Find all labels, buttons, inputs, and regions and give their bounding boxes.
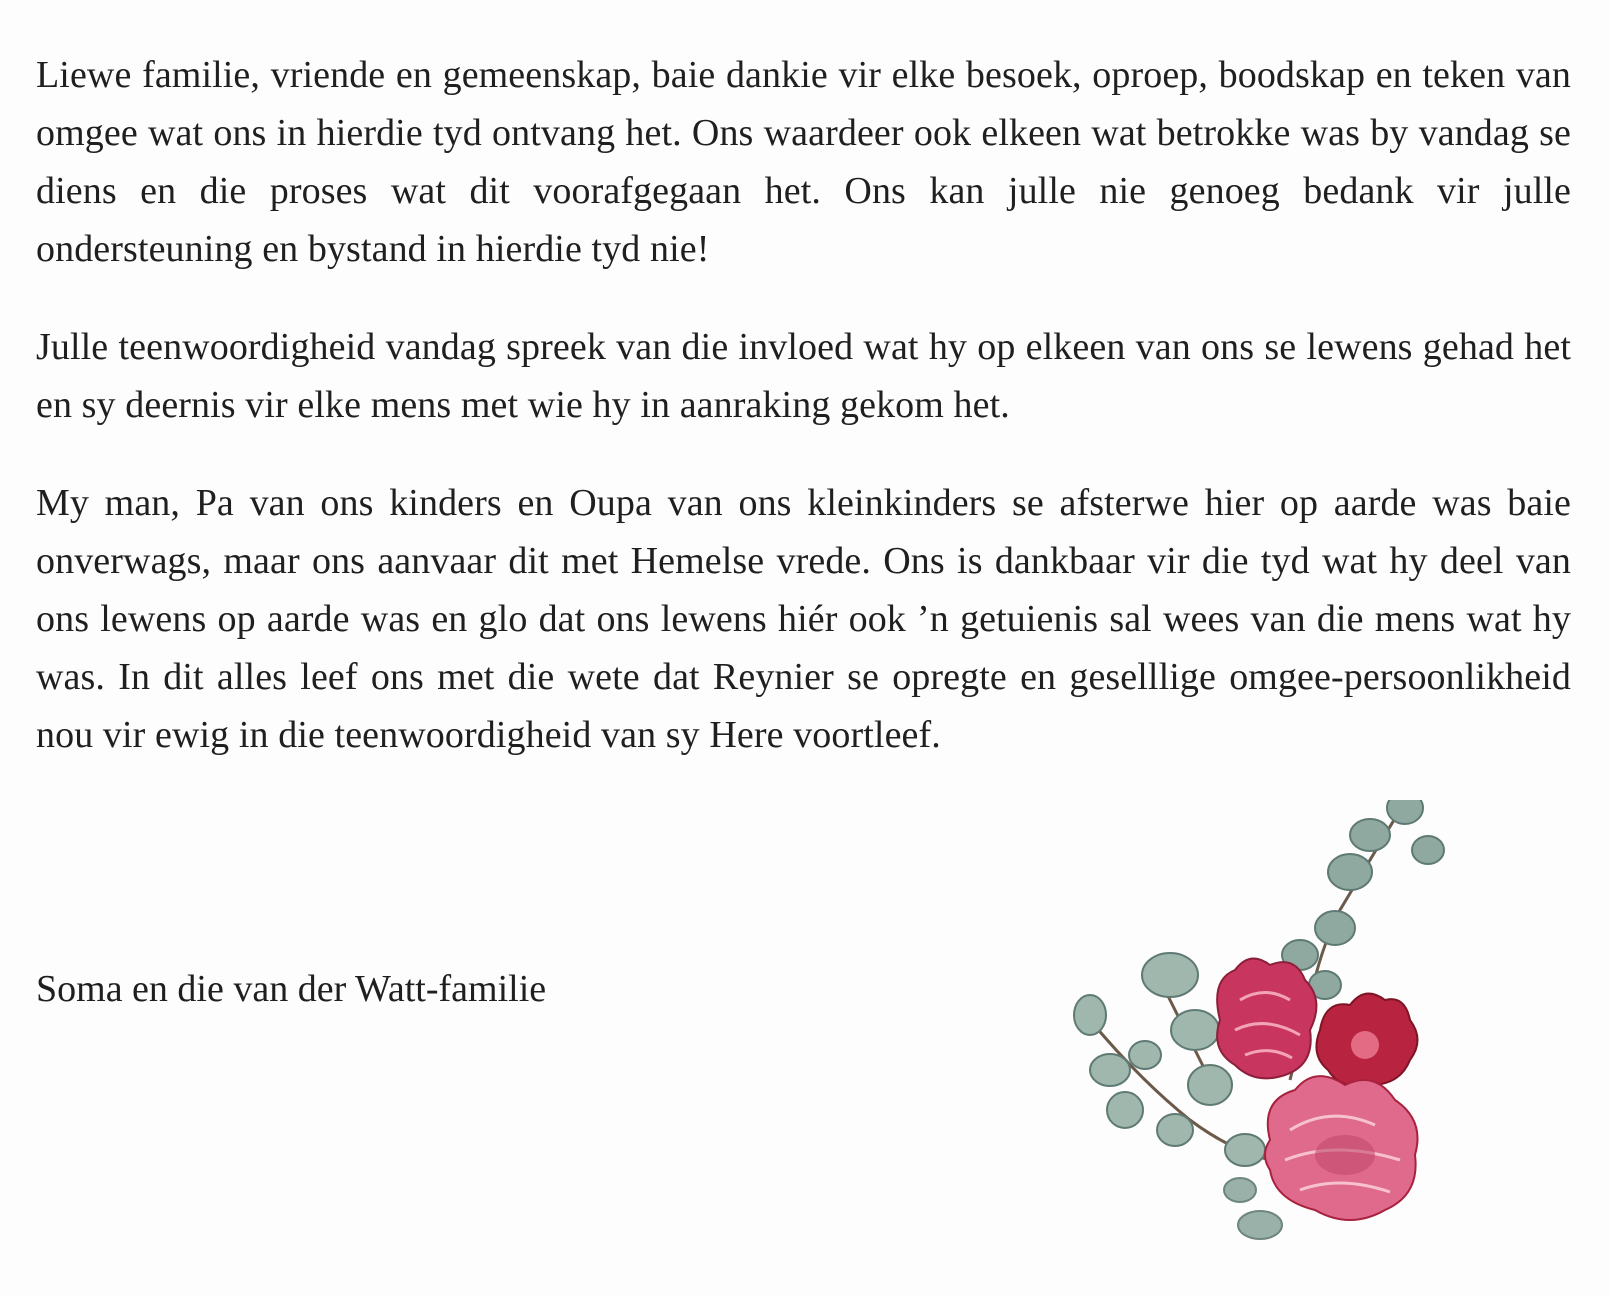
protea-eucalyptus-floral-icon <box>1070 800 1500 1280</box>
paragraph-thanks: Liewe familie, vriende en gemeenskap, baie dankie vir elke besoek, oproep, boodskap en teken van omgee wat ons in hierdie tyd ontvang het. Ons waardeer ook elkeen wat betrokke was by vandag se diens en die proses wat dit voorafgegaan het. Ons kan julle nie genoeg bedank vir julle ondersteuning en bystand in hierdie tyd nie! <box>36 54 1571 270</box>
paragraph-presence: Julle teenwoordigheid vandag spreek van die invloed wat hy op elkeen van ons se lewens gehad het en sy deernis vir elke mens met wie hy in aanraking gekom het. <box>36 326 1571 426</box>
signature: Soma en die van der Watt-familie <box>36 968 547 1010</box>
paragraph-remembrance: My man, Pa van ons kinders en Oupa van ons kleinkinders se afsterwe hier op aarde was baie onverwags, maar ons aanvaar dit met Hemelse vrede. Ons is dankbaar vir die tyd wat hy deel van ons lewens op aarde was en glo dat ons lewens hiér ook ’n getuienis sal wees van die mens wat hy was. In dit alles leef ons met die wete dat Reynier se opregte en geselllige omgee-persoonlikheid nou vir ewig in die teenwoordigheid van sy Here voortleef. <box>36 482 1571 756</box>
